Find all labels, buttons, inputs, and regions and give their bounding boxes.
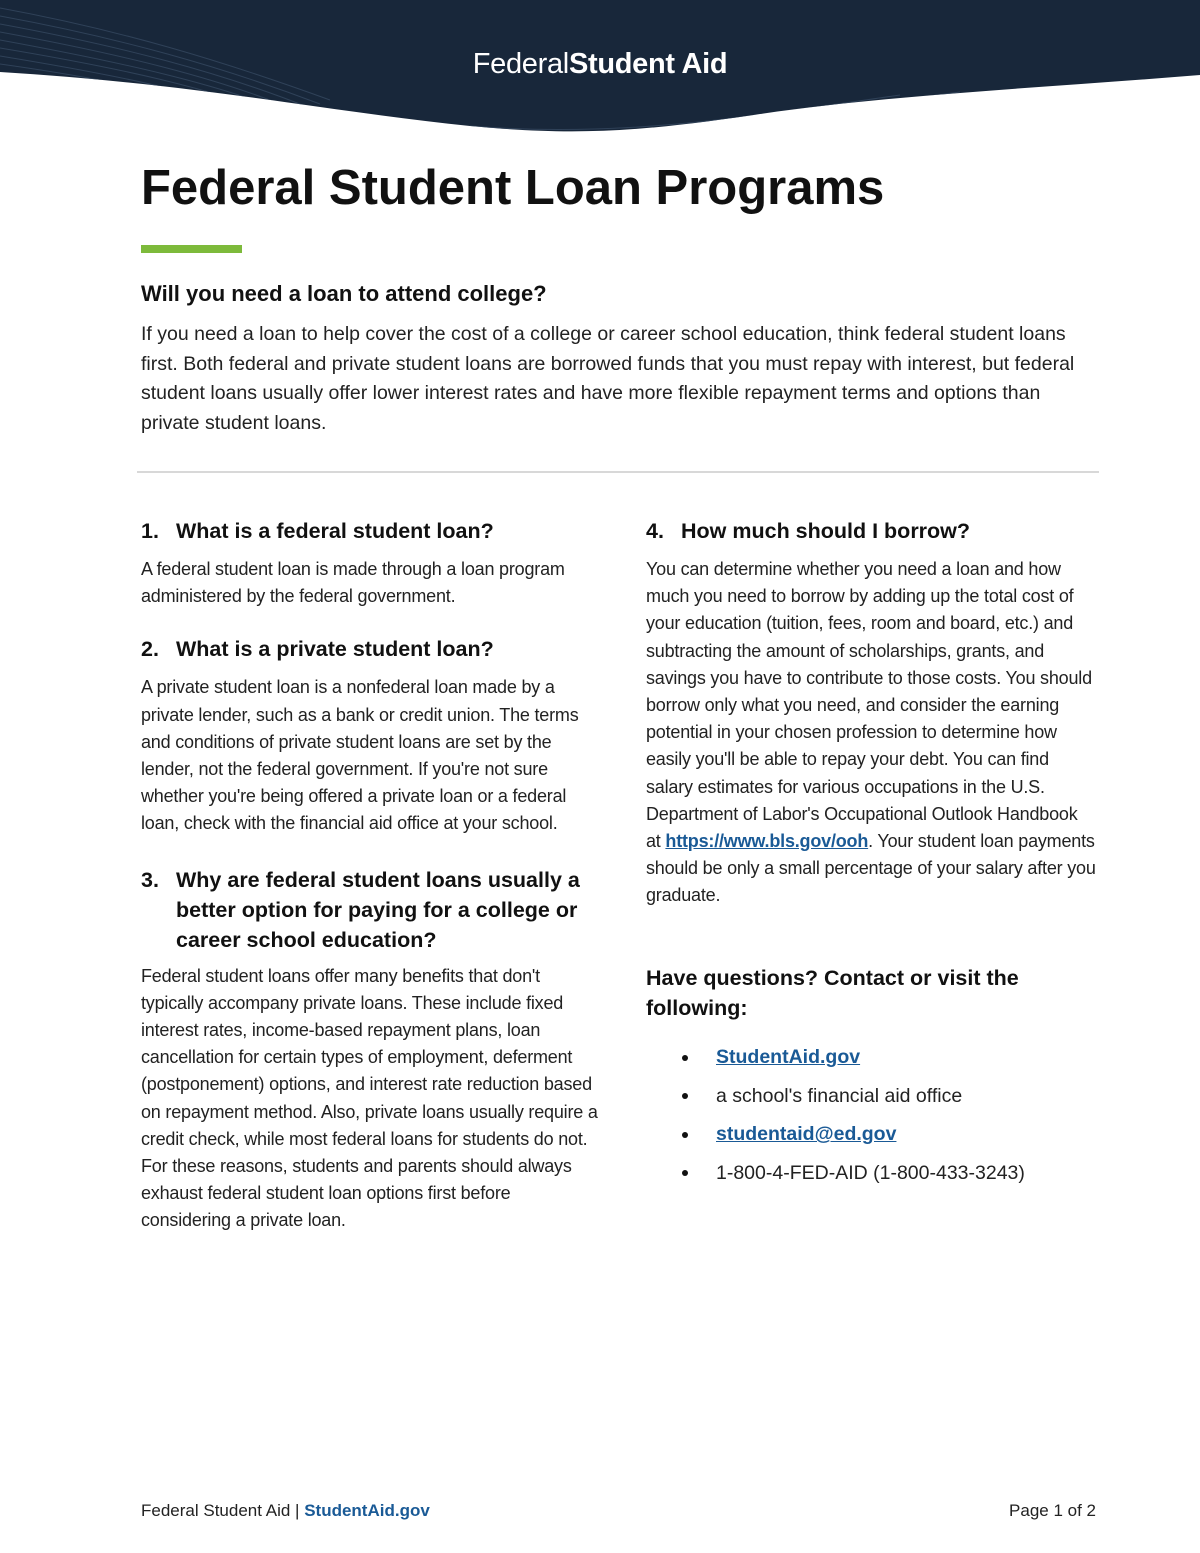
section-1 (141, 516, 601, 610)
section-3 (141, 865, 601, 1235)
bullet-icon (682, 1132, 688, 1138)
left-column (141, 516, 601, 1235)
section-body: A private student loan is a nonfederal loan made by a private lender, such as a bank or credit union. The terms and conditions of private student loans are set by the lender, not the federal government. If you're not sure whether you're being offered a private loan or a federal loan, check with the financial aid office at your school. (141, 677, 579, 834)
section-heading (141, 634, 601, 664)
section-divider (137, 471, 1099, 473)
contact-heading: Have questions? Contact or visit the following: (646, 965, 1019, 1020)
section-2 (141, 634, 601, 837)
bls-ooh-link[interactable]: https://www.bls.gov/ooh (665, 831, 869, 852)
header-band (0, 0, 1200, 160)
section-heading-text: Why are federal student loans usually a better option for paying for a college or career school education? (176, 867, 580, 952)
bullet-icon (682, 1093, 688, 1099)
section-number: 4. (646, 519, 664, 543)
contact-item-text: 1-800-4-FED-AID (1-800-433-3243) (716, 1161, 1025, 1184)
title-accent-rule (141, 245, 242, 253)
page-number: Page 1 of 2 (1009, 1501, 1096, 1520)
contact-item-studentaid (646, 1039, 1096, 1078)
right-column (646, 516, 1096, 1193)
section-number: 1. (141, 519, 159, 543)
footer-left (141, 1501, 430, 1521)
section-body: Federal student loans offer many benefits that don't typically accompany private loans. These include fixed interest rates, income-based repayment plans, loan cancellation for certain types of employment, deferment (postponement) options, and interest rate reduction based on repayment method. Also, private loans usually require a credit check, while most federal loans for students do not. For these reasons, students and parents should always exhaust federal student loan options first before considering a private loan. (141, 965, 598, 1231)
contact-item-school-office (646, 1077, 1096, 1116)
contact-item-email (646, 1116, 1096, 1155)
section-body-text-end: . Your student loan payments should be only a small percentage of your salary after you graduate. (646, 831, 1096, 906)
page-title: Federal Student Loan Programs (141, 161, 885, 215)
bullet-icon (682, 1170, 688, 1176)
brand-logo-part1: Federal (472, 48, 569, 80)
section-heading (141, 516, 601, 546)
section-heading (141, 865, 601, 955)
section-heading (646, 516, 1096, 546)
section-heading-text: What is a federal student loan? (176, 519, 494, 543)
section-body: A federal student loan is made through a loan program administered by the federal government. (141, 559, 565, 607)
contact-block (646, 963, 1096, 1193)
section-4 (646, 516, 1096, 910)
section-body-text: You can determine whether you need a loan and how much you need to borrow by adding up the total cost of your education (tuition, fees, room and board, etc.) and subtracting the amount of scholarships, grants, and savings you have to contribute to those costs. You should borrow only what you need, and consider the earning potential in your chosen profession to determine how easily you'll be able to repay your debt. You can find salary estimates for various occupations in the U.S. Department of Labor's Occupational Outlook Handbook at (646, 559, 1092, 852)
section-body (646, 556, 1096, 910)
studentaid-link[interactable]: StudentAid.gov (716, 1046, 861, 1069)
contact-list (646, 1039, 1096, 1193)
bullet-icon (682, 1055, 688, 1061)
section-number: 2. (141, 637, 159, 662)
section-heading-text: What is a private student loan? (176, 637, 494, 662)
contact-item-phone (646, 1154, 1096, 1193)
intro-paragraph: If you need a loan to help cover the cost of a college or career school education, think federal student loans first. Both federal and private student loans are borrowed funds that you must repay with interest, but federal student loans usually offer lower interest rates and have more flexible repayment terms and options than private student loans. (141, 323, 1075, 435)
contact-item-text: a school's financial aid office (716, 1084, 963, 1107)
brand-logo (0, 48, 1200, 81)
footer-studentaid-link[interactable]: StudentAid.gov (304, 1501, 430, 1520)
section-number: 3. (141, 867, 159, 892)
intro-question: Will you need a loan to attend college? (141, 281, 547, 306)
section-heading-text: How much should I borrow? (681, 519, 971, 543)
email-link[interactable]: studentaid@ed.gov (716, 1123, 897, 1146)
footer-label: Federal Student Aid | (141, 1501, 305, 1520)
brand-logo-part2: Student Aid (568, 48, 728, 80)
